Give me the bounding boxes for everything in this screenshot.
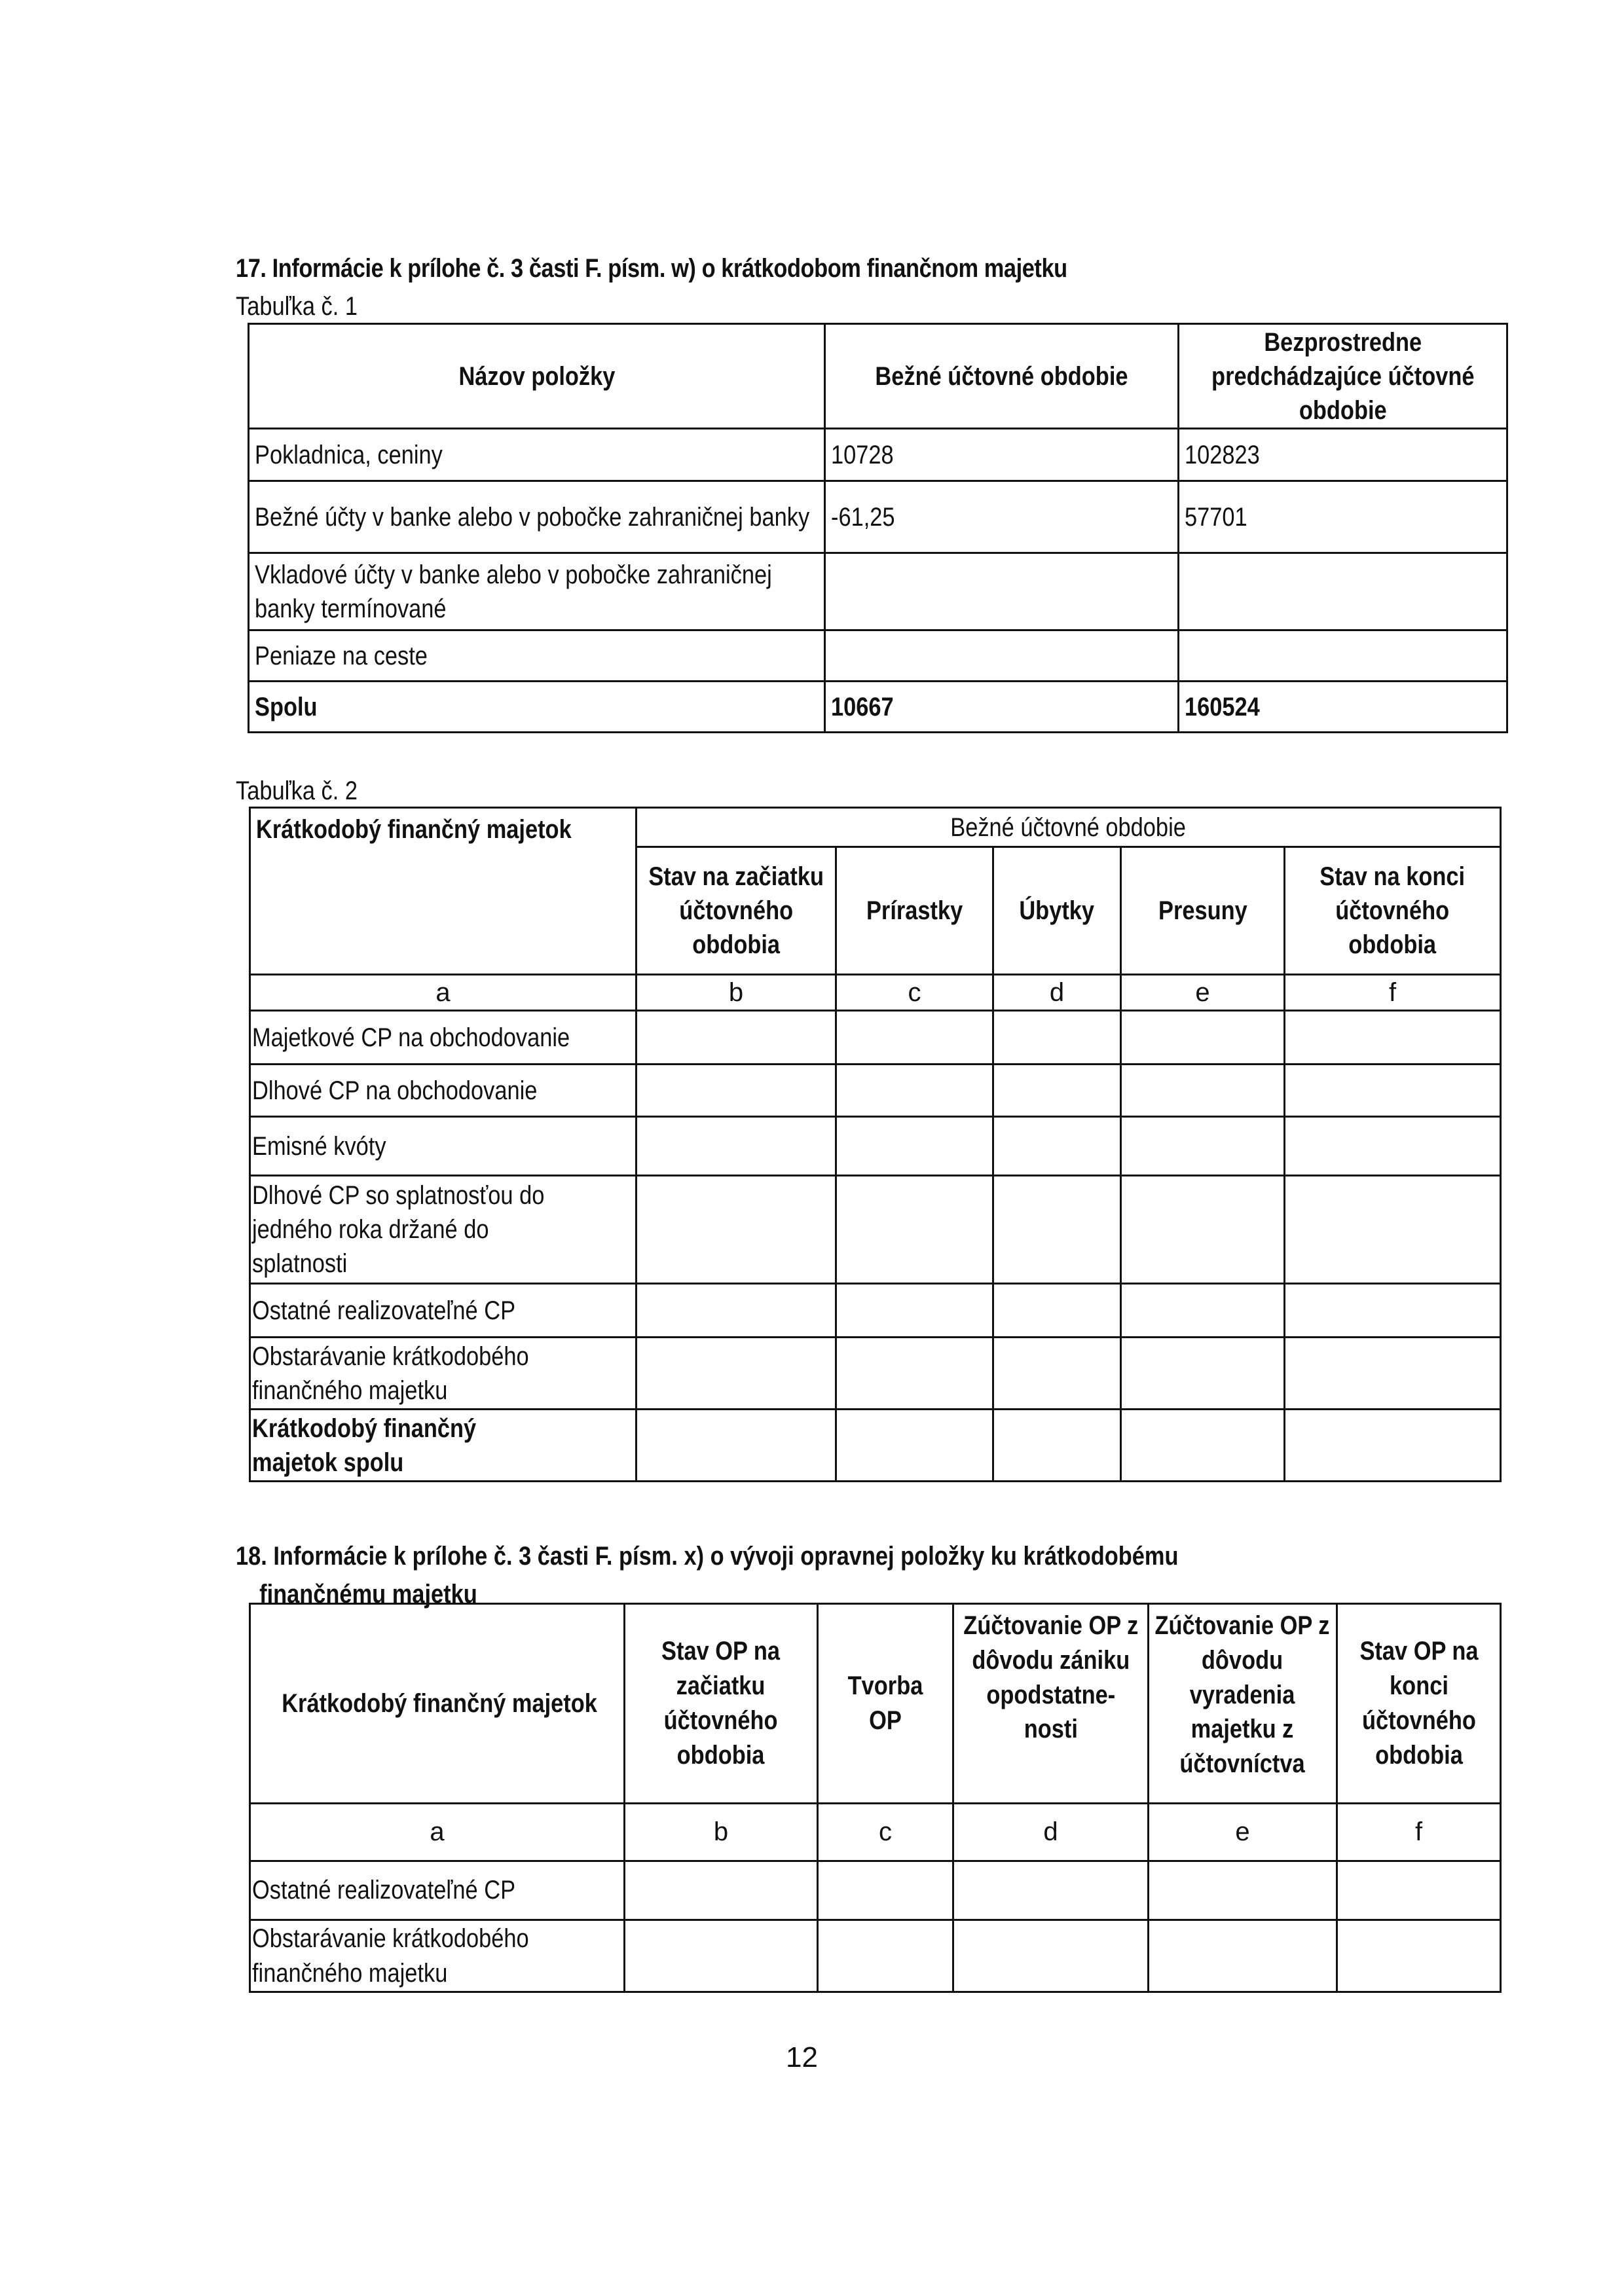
table-2-header-group: Bežné účtovné obdobie: [637, 808, 1501, 847]
table-2-header-transfers: Presuny: [1121, 847, 1285, 975]
page-number: 12: [786, 2041, 818, 2073]
table-2-header-start: Stav na začiatku účtovného obdobia: [637, 847, 836, 975]
table-row: [249, 553, 1507, 630]
table-row: [250, 1920, 1501, 1992]
table-1-row-current: 10728: [825, 429, 1179, 481]
table-row: [250, 1065, 1501, 1117]
table-1-header-previous: Bezprostredne predchádzajúce účtovné obdobie: [1179, 324, 1507, 429]
table-1-row-current: -61,25: [825, 481, 1179, 553]
table-row: [249, 630, 1507, 682]
table-3-row-label: Ostatné realizovateľné CP: [250, 1861, 625, 1920]
table-3-row-label: Obstarávanie krátkodobého finančného majetku: [250, 1920, 625, 1992]
table-1-row-previous: [1179, 553, 1507, 630]
table-3-header-start: Stav OP na začiatku účtovného obdobia: [625, 1604, 818, 1804]
table-2-caption: Tabuľka č. 2: [236, 776, 358, 805]
table-3-letter-f: f: [1337, 1804, 1501, 1861]
table-row: [249, 481, 1507, 553]
table-2-header-additions: Prírastky: [836, 847, 993, 975]
table-1-header-current: Bežné účtovné obdobie: [825, 324, 1179, 429]
table-1-row-current: [825, 553, 1179, 630]
table-3-header-settlement-disposal: Zúčtovanie OP z dôvodu vyradenia majetku z účtovníctva: [1149, 1604, 1337, 1804]
table-1-total-previous: 160524: [1179, 682, 1507, 733]
table-1: [248, 323, 1508, 733]
table-1-row-previous: 57701: [1179, 481, 1507, 553]
table-2-row-label: Dlhové CP na obchodovanie: [250, 1065, 637, 1117]
table-1-row-previous: [1179, 630, 1507, 682]
table-2-letter-e: e: [1121, 975, 1285, 1011]
table-1-row-name: Peniaze na ceste: [249, 630, 825, 682]
table-row: [250, 1117, 1501, 1176]
section-17-heading: 17. Informácie k prílohe č. 3 časti F. písm. w) o krátkodobom finančnom majetku: [236, 254, 1067, 283]
table-3-letter-d: d: [953, 1804, 1149, 1861]
table-2-letter-a: a: [250, 975, 637, 1011]
table-3-letter-b: b: [625, 1804, 818, 1861]
table-1-row-name: Vkladové účty v banke alebo v pobočke zahraničnej banky termínované: [249, 553, 825, 630]
table-3-header-settlement-expiry: Zúčtovanie OP z dôvodu zániku opodstatne- nosti: [953, 1604, 1149, 1804]
table-2-header-disposals: Úbytky: [993, 847, 1121, 975]
table-row: [250, 1284, 1501, 1338]
table-1-row-previous: 102823: [1179, 429, 1507, 481]
table-2-total-label: Krátkodobý finančný majetok spolu: [250, 1410, 637, 1482]
table-1-row-name: Pokladnica, ceniny: [249, 429, 825, 481]
table-2: [249, 807, 1502, 1482]
table-row: [250, 1176, 1501, 1284]
table-3-letter-c: c: [818, 1804, 953, 1861]
table-1-caption: Tabuľka č. 1: [236, 292, 358, 321]
table-3-letter-a: a: [250, 1804, 625, 1861]
table-1-total-current: 10667: [825, 682, 1179, 733]
table-2-letter-f: f: [1285, 975, 1501, 1011]
table-2-row-label: Emisné kvóty: [250, 1117, 637, 1176]
section-18-heading-line2: finančnému majetku: [259, 1580, 477, 1609]
table-1-total-name: Spolu: [249, 682, 825, 733]
table-2-header-end: Stav na konci účtovného obdobia: [1285, 847, 1501, 975]
table-1-total-row: [249, 682, 1507, 733]
table-3: [249, 1603, 1502, 1993]
table-1-row-name: Bežné účty v banke alebo v pobočke zahraničnej banky: [249, 481, 825, 553]
table-2-letter-c: c: [836, 975, 993, 1011]
table-3-header-item: Krátkodobý finančný majetok: [250, 1604, 625, 1804]
table-3-letter-e: e: [1149, 1804, 1337, 1861]
table-3-header-end: Stav OP na konci účtovného obdobia: [1337, 1604, 1501, 1804]
table-2-total-row: [250, 1410, 1501, 1482]
table-2-header-item: Krátkodobý finančný majetok: [250, 808, 637, 975]
table-2-row-label: Majetkové CP na obchodovanie: [250, 1011, 637, 1065]
table-row: [249, 429, 1507, 481]
table-3-header-creation: Tvorba OP: [818, 1604, 953, 1804]
table-2-letter-b: b: [637, 975, 836, 1011]
table-1-row-current: [825, 630, 1179, 682]
table-2-letter-d: d: [993, 975, 1121, 1011]
table-2-row-label: Obstarávanie krátkodobého finančného majetku: [250, 1338, 637, 1410]
table-row: [250, 1011, 1501, 1065]
table-row: [250, 1861, 1501, 1920]
table-1-header-name: Názov položky: [249, 324, 825, 429]
table-2-row-label: Dlhové CP so splatnosťou do jedného roka držané do splatnosti: [250, 1176, 637, 1284]
table-2-row-label: Ostatné realizovateľné CP: [250, 1284, 637, 1338]
section-18-heading: [236, 1537, 1179, 1613]
section-18-heading-line1: 18. Informácie k prílohe č. 3 časti F. písm. x) o vývoji opravnej položky ku krátkodobému: [236, 1542, 1179, 1571]
table-row: [250, 1338, 1501, 1410]
